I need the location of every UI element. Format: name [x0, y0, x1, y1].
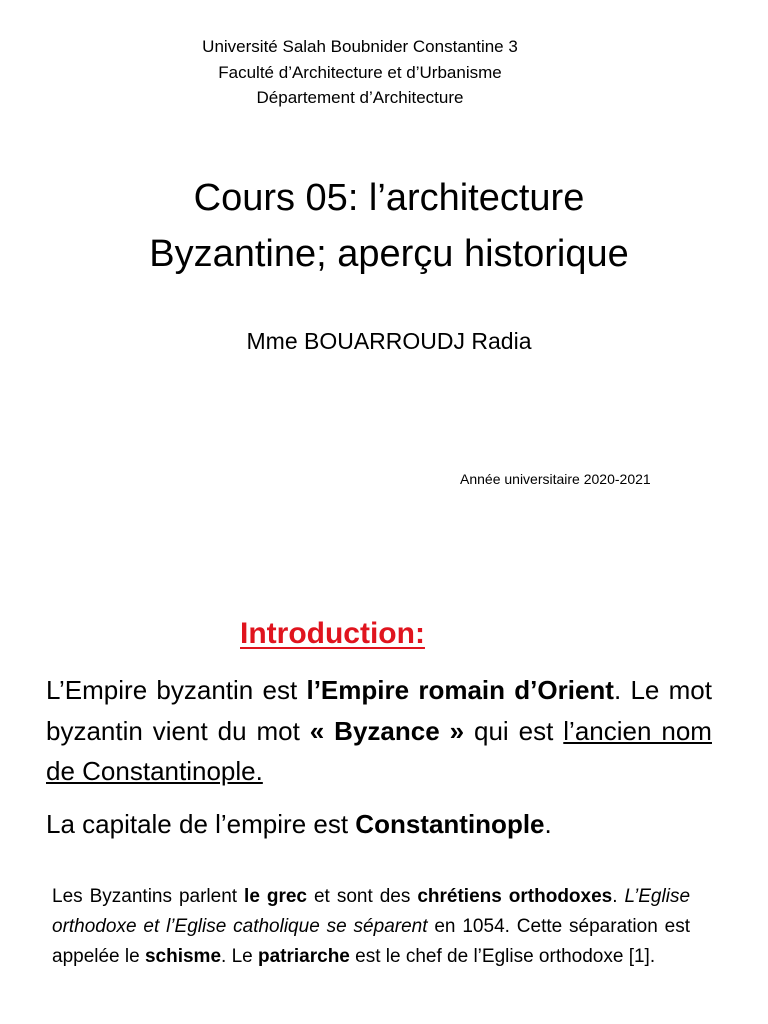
- underlined-run: l’ancien nom de Constantinople.: [46, 715, 712, 786]
- text-run: est le chef de l’Eglise orthodoxe [1].: [349, 946, 656, 968]
- course-title-line-2: Byzantine; aperçu historique: [149, 233, 629, 275]
- bold-run: patriarche: [258, 946, 350, 968]
- text-run: Les Byzantins parlent: [52, 886, 245, 907]
- bold-run: Constantinople: [355, 809, 545, 839]
- bold-run: le grec: [244, 886, 308, 907]
- intro-paragraph-1: [46, 670, 712, 792]
- text-run: . Le mot byzantin vient du mot: [46, 675, 712, 746]
- bold-run: schisme: [144, 946, 222, 968]
- intro-paragraph-2: [46, 804, 712, 844]
- text-run: .: [544, 809, 552, 839]
- text-run: .: [612, 886, 625, 907]
- author-name: Mme BOUARROUDJ Radia: [246, 328, 532, 354]
- text-run: L’Empire byzantin est: [46, 675, 307, 705]
- text-run: en 1054. Cette séparation est appelée le: [52, 916, 690, 968]
- faculty-name: Faculté d’Architecture et d’Urbanisme: [218, 62, 502, 82]
- text-run: et sont des: [307, 886, 418, 907]
- bold-run: l’Empire romain d’Orient: [306, 675, 614, 705]
- academic-year: Année universitaire 2020-2021: [460, 471, 651, 487]
- institution-header: [0, 34, 720, 111]
- course-title-line-1: Cours 05: l’architecture: [193, 177, 585, 219]
- text-run: . Le: [221, 946, 258, 968]
- department-name: Département d’Architecture: [256, 88, 464, 107]
- italic-run: L’Eglise orthodoxe et l’Eglise catholique se séparent: [52, 886, 691, 938]
- text-run: La capitale de l’empire est: [46, 809, 356, 839]
- text-run: qui est: [464, 715, 564, 746]
- bold-run: « Byzance »: [309, 715, 465, 746]
- introduction-heading: Introduction:: [240, 617, 425, 650]
- course-title: [0, 170, 768, 282]
- bold-run: chrétiens orthodoxes: [417, 886, 613, 907]
- intro-paragraph-3: [52, 882, 690, 973]
- university-name: Université Salah Boubnider Constantine 3: [202, 37, 518, 56]
